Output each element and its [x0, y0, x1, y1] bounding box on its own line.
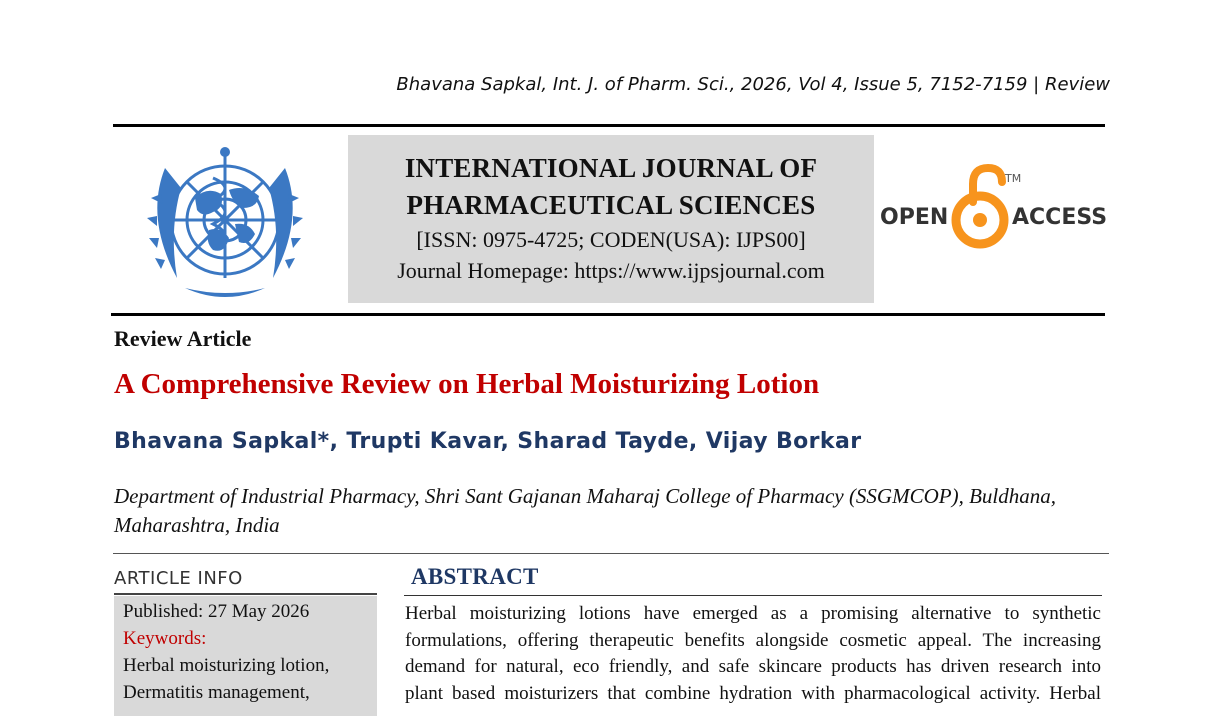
journal-homepage: Journal Homepage: https://www.ijpsjournal.com: [397, 258, 825, 283]
journal-name-line1: INTERNATIONAL JOURNAL OF: [404, 153, 818, 183]
affiliation-line: Maharashtra, India: [114, 513, 280, 537]
published-date: Published: 27 May 2026: [123, 601, 310, 622]
article-info-panel: [114, 596, 377, 716]
article-type: Review Article: [114, 326, 252, 351]
abstract-text: [405, 601, 1101, 707]
trademark-symbol: TM: [1005, 172, 1022, 185]
article-info-rule: [114, 593, 377, 595]
article-info-heading: ARTICLE INFO: [114, 568, 243, 589]
journal-name: [348, 150, 874, 224]
open-access-word-open: OPEN: [880, 205, 949, 230]
author-list: Bhavana Sapkal*, Trupti Kavar, Sharad Tayde, Vijay Borkar: [114, 429, 862, 454]
abstract-line: plant based moisturizers that combine hydration with pharmacological activity. Herbal: [405, 682, 1101, 704]
journal-masthead: [348, 135, 874, 303]
abstract-line: demand for natural, eco friendly, and safe skincare products has driven research into: [405, 656, 1101, 677]
header-rule-top: [113, 124, 1105, 127]
header-rule-bottom: [111, 313, 1105, 316]
keyword-item: Herbal moisturizing lotion,: [123, 655, 330, 676]
keyword-item: Dermatitis management,: [123, 682, 310, 703]
journal-citation: Bhavana Sapkal, Int. J. of Pharm. Sci., 2026, Vol 4, Issue 5, 7152-7159 | Review: [396, 74, 1110, 95]
open-access-logo: [880, 164, 1110, 254]
journal-issn: [ISSN: 0975-4725; CODEN(USA): IJPS00]: [416, 227, 806, 252]
abstract-line: Herbal moisturizing lotions have emerged as a promising alternative to synthetic: [405, 603, 1101, 624]
open-access-word-access: ACCESS: [1012, 205, 1108, 230]
author-affiliation: [114, 482, 1114, 540]
journal-name-line2: PHARMACEUTICAL SCIENCES: [406, 190, 816, 220]
article-title: A Comprehensive Review on Herbal Moisturizing Lotion: [114, 368, 820, 400]
journal-emblem-logo: [125, 138, 325, 306]
abstract-heading: ABSTRACT: [411, 564, 539, 589]
keywords-label: Keywords:: [123, 628, 207, 649]
section-divider: [113, 553, 1109, 554]
affiliation-line: Department of Industrial Pharmacy, Shri Sant Gajanan Maharaj College of Pharmacy (SSGMCOP), Buldhana,: [114, 484, 1056, 508]
open-lock-keyhole-icon: [973, 213, 987, 227]
abstract-line: formulations, offering therapeutic benefits alongside cosmetic appeal. The increasing: [405, 629, 1101, 651]
abstract-rule: [404, 595, 1102, 596]
